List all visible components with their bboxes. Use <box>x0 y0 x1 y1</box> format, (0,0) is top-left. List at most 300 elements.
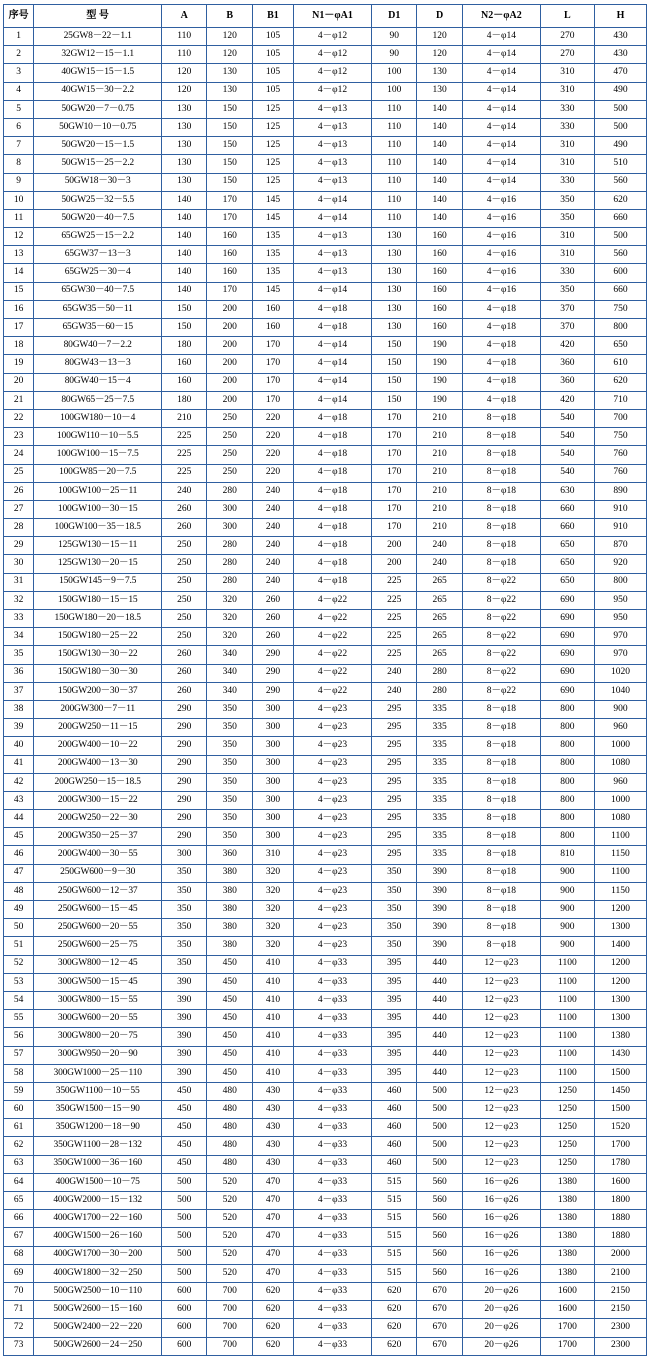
value-cell: 225 <box>371 610 416 628</box>
value-cell: 750 <box>594 300 646 318</box>
value-cell: 12－φ23 <box>462 991 540 1009</box>
value-cell: 4－φ16 <box>462 228 540 246</box>
table-row <box>4 282 647 300</box>
value-cell: 460 <box>371 1082 416 1100</box>
value-cell: 125 <box>252 155 293 173</box>
value-cell: 700 <box>207 1282 252 1300</box>
value-cell: 1800 <box>594 1192 646 1210</box>
value-cell: 2300 <box>594 1337 646 1355</box>
value-cell: 390 <box>417 882 462 900</box>
value-cell: 135 <box>252 264 293 282</box>
table-row <box>4 1301 647 1319</box>
value-cell: 16－φ26 <box>462 1264 540 1282</box>
model-cell: 100GW100－35－18.5 <box>34 519 162 537</box>
table-row <box>4 664 647 682</box>
row-index: 29 <box>4 537 34 555</box>
value-cell: 150 <box>371 373 416 391</box>
value-cell: 515 <box>371 1228 416 1246</box>
row-index: 71 <box>4 1301 34 1319</box>
value-cell: 500 <box>162 1246 207 1264</box>
value-cell: 950 <box>594 610 646 628</box>
row-index: 39 <box>4 719 34 737</box>
model-cell: 40GW15－30－2.2 <box>34 82 162 100</box>
value-cell: 8－φ18 <box>462 755 540 773</box>
value-cell: 4－φ33 <box>294 1192 372 1210</box>
value-cell: 1600 <box>540 1301 594 1319</box>
value-cell: 265 <box>417 591 462 609</box>
value-cell: 420 <box>540 337 594 355</box>
value-cell: 1100 <box>540 1064 594 1082</box>
value-cell: 350 <box>371 901 416 919</box>
value-cell: 4－φ33 <box>294 1101 372 1119</box>
row-index: 18 <box>4 337 34 355</box>
value-cell: 135 <box>252 228 293 246</box>
model-cell: 500GW2500－10－110 <box>34 1282 162 1300</box>
row-index: 67 <box>4 1228 34 1246</box>
value-cell: 130 <box>207 82 252 100</box>
value-cell: 4－φ12 <box>294 46 372 64</box>
value-cell: 140 <box>162 209 207 227</box>
value-cell: 350 <box>371 882 416 900</box>
value-cell: 350 <box>207 700 252 718</box>
value-cell: 660 <box>540 519 594 537</box>
value-cell: 295 <box>371 700 416 718</box>
value-cell: 210 <box>417 428 462 446</box>
value-cell: 8－φ18 <box>462 555 540 573</box>
value-cell: 120 <box>207 46 252 64</box>
value-cell: 4－φ23 <box>294 882 372 900</box>
value-cell: 370 <box>540 300 594 318</box>
value-cell: 920 <box>594 555 646 573</box>
value-cell: 110 <box>162 28 207 46</box>
value-cell: 4－φ18 <box>294 519 372 537</box>
value-cell: 460 <box>371 1155 416 1173</box>
value-cell: 140 <box>417 100 462 118</box>
value-cell: 800 <box>540 773 594 791</box>
value-cell: 520 <box>207 1228 252 1246</box>
value-cell: 8－φ18 <box>462 901 540 919</box>
row-index: 64 <box>4 1173 34 1191</box>
column-header-8: N2－φA2 <box>462 5 540 28</box>
model-cell: 500GW2600－24－250 <box>34 1337 162 1355</box>
value-cell: 4－φ16 <box>462 282 540 300</box>
pump-specification-table <box>3 4 647 1356</box>
value-cell: 265 <box>417 628 462 646</box>
row-index: 31 <box>4 573 34 591</box>
value-cell: 220 <box>252 464 293 482</box>
value-cell: 710 <box>594 391 646 409</box>
value-cell: 620 <box>371 1319 416 1337</box>
value-cell: 4－φ33 <box>294 1337 372 1355</box>
row-index: 54 <box>4 991 34 1009</box>
value-cell: 4－φ13 <box>294 228 372 246</box>
table-row <box>4 500 647 518</box>
value-cell: 140 <box>417 155 462 173</box>
row-index: 28 <box>4 519 34 537</box>
row-index: 11 <box>4 209 34 227</box>
value-cell: 250 <box>162 555 207 573</box>
value-cell: 810 <box>540 846 594 864</box>
model-cell: 500GW2600－15－160 <box>34 1301 162 1319</box>
value-cell: 500 <box>417 1155 462 1173</box>
value-cell: 295 <box>371 791 416 809</box>
value-cell: 430 <box>252 1119 293 1137</box>
value-cell: 16－φ26 <box>462 1173 540 1191</box>
value-cell: 225 <box>371 628 416 646</box>
table-row <box>4 300 647 318</box>
model-cell: 350GW1100－10－55 <box>34 1082 162 1100</box>
value-cell: 410 <box>252 991 293 1009</box>
value-cell: 560 <box>417 1246 462 1264</box>
row-index: 14 <box>4 264 34 282</box>
model-cell: 150GW180－15－15 <box>34 591 162 609</box>
value-cell: 4－φ18 <box>294 319 372 337</box>
value-cell: 430 <box>252 1137 293 1155</box>
table-row <box>4 1282 647 1300</box>
value-cell: 4－φ18 <box>294 500 372 518</box>
value-cell: 620 <box>371 1337 416 1355</box>
value-cell: 690 <box>540 591 594 609</box>
row-index: 45 <box>4 828 34 846</box>
column-header-9: L <box>540 5 594 28</box>
value-cell: 200 <box>371 537 416 555</box>
row-index: 48 <box>4 882 34 900</box>
table-row <box>4 537 647 555</box>
value-cell: 910 <box>594 519 646 537</box>
value-cell: 4－φ14 <box>462 137 540 155</box>
value-cell: 210 <box>417 409 462 427</box>
value-cell: 430 <box>594 46 646 64</box>
table-row <box>4 882 647 900</box>
value-cell: 560 <box>417 1192 462 1210</box>
value-cell: 650 <box>594 337 646 355</box>
value-cell: 240 <box>417 537 462 555</box>
value-cell: 620 <box>594 373 646 391</box>
model-cell: 300GW500－15－45 <box>34 973 162 991</box>
table-body <box>4 28 647 1356</box>
value-cell: 4－φ33 <box>294 1010 372 1028</box>
value-cell: 12－φ23 <box>462 1010 540 1028</box>
value-cell: 340 <box>207 664 252 682</box>
value-cell: 260 <box>252 591 293 609</box>
value-cell: 970 <box>594 646 646 664</box>
value-cell: 610 <box>594 355 646 373</box>
table-row <box>4 173 647 191</box>
value-cell: 2000 <box>594 1246 646 1264</box>
value-cell: 700 <box>207 1337 252 1355</box>
value-cell: 900 <box>540 901 594 919</box>
value-cell: 500 <box>162 1173 207 1191</box>
value-cell: 1700 <box>594 1137 646 1155</box>
value-cell: 1100 <box>540 955 594 973</box>
value-cell: 160 <box>162 373 207 391</box>
row-index: 6 <box>4 118 34 136</box>
value-cell: 150 <box>207 155 252 173</box>
value-cell: 150 <box>207 137 252 155</box>
value-cell: 4－φ14 <box>462 64 540 82</box>
value-cell: 4－φ18 <box>462 300 540 318</box>
value-cell: 350 <box>207 719 252 737</box>
value-cell: 8－φ18 <box>462 500 540 518</box>
value-cell: 295 <box>371 755 416 773</box>
row-index: 23 <box>4 428 34 446</box>
table-row <box>4 155 647 173</box>
value-cell: 12－φ23 <box>462 1046 540 1064</box>
value-cell: 310 <box>540 137 594 155</box>
value-cell: 370 <box>540 319 594 337</box>
value-cell: 650 <box>540 573 594 591</box>
value-cell: 240 <box>252 573 293 591</box>
value-cell: 620 <box>252 1282 293 1300</box>
value-cell: 350 <box>162 864 207 882</box>
value-cell: 350 <box>207 737 252 755</box>
value-cell: 4－φ33 <box>294 1119 372 1137</box>
value-cell: 4－φ33 <box>294 1282 372 1300</box>
value-cell: 410 <box>252 1046 293 1064</box>
value-cell: 540 <box>540 428 594 446</box>
value-cell: 4－φ14 <box>462 118 540 136</box>
value-cell: 700 <box>207 1319 252 1337</box>
model-cell: 100GW100－25－11 <box>34 482 162 500</box>
value-cell: 4－φ13 <box>294 100 372 118</box>
value-cell: 220 <box>252 409 293 427</box>
value-cell: 170 <box>207 282 252 300</box>
value-cell: 160 <box>207 228 252 246</box>
value-cell: 350 <box>371 864 416 882</box>
value-cell: 450 <box>207 1028 252 1046</box>
value-cell: 1300 <box>594 1010 646 1028</box>
value-cell: 4－φ23 <box>294 901 372 919</box>
table-row <box>4 1028 647 1046</box>
value-cell: 350 <box>371 937 416 955</box>
value-cell: 300 <box>252 755 293 773</box>
value-cell: 145 <box>252 191 293 209</box>
row-index: 57 <box>4 1046 34 1064</box>
value-cell: 4－φ33 <box>294 955 372 973</box>
value-cell: 250 <box>207 464 252 482</box>
value-cell: 310 <box>540 228 594 246</box>
value-cell: 150 <box>371 337 416 355</box>
value-cell: 660 <box>594 209 646 227</box>
value-cell: 560 <box>594 173 646 191</box>
table-row <box>4 446 647 464</box>
row-index: 36 <box>4 664 34 682</box>
value-cell: 4－φ22 <box>294 591 372 609</box>
value-cell: 1020 <box>594 664 646 682</box>
value-cell: 160 <box>417 300 462 318</box>
value-cell: 4－φ12 <box>294 28 372 46</box>
value-cell: 295 <box>371 846 416 864</box>
value-cell: 4－φ18 <box>294 446 372 464</box>
value-cell: 310 <box>540 82 594 100</box>
value-cell: 4－φ33 <box>294 1319 372 1337</box>
value-cell: 1250 <box>540 1119 594 1137</box>
value-cell: 1250 <box>540 1082 594 1100</box>
table-row <box>4 28 647 46</box>
table-row <box>4 573 647 591</box>
value-cell: 8－φ18 <box>462 791 540 809</box>
value-cell: 1250 <box>540 1155 594 1173</box>
value-cell: 440 <box>417 1028 462 1046</box>
value-cell: 620 <box>371 1301 416 1319</box>
value-cell: 290 <box>162 810 207 828</box>
value-cell: 1380 <box>540 1228 594 1246</box>
value-cell: 350 <box>540 282 594 300</box>
value-cell: 620 <box>594 191 646 209</box>
value-cell: 240 <box>252 555 293 573</box>
value-cell: 180 <box>162 391 207 409</box>
model-cell: 250GW600－20－55 <box>34 919 162 937</box>
model-cell: 100GW100－15－7.5 <box>34 446 162 464</box>
value-cell: 515 <box>371 1210 416 1228</box>
value-cell: 8－φ18 <box>462 464 540 482</box>
value-cell: 4－φ14 <box>294 209 372 227</box>
value-cell: 1380 <box>594 1028 646 1046</box>
value-cell: 395 <box>371 991 416 1009</box>
table-row <box>4 64 647 82</box>
value-cell: 130 <box>371 319 416 337</box>
value-cell: 4－φ14 <box>294 373 372 391</box>
value-cell: 700 <box>594 409 646 427</box>
row-index: 52 <box>4 955 34 973</box>
value-cell: 800 <box>540 737 594 755</box>
value-cell: 380 <box>207 901 252 919</box>
value-cell: 430 <box>594 28 646 46</box>
value-cell: 140 <box>417 118 462 136</box>
value-cell: 750 <box>594 428 646 446</box>
model-cell: 250GW600－15－45 <box>34 901 162 919</box>
value-cell: 170 <box>252 355 293 373</box>
value-cell: 225 <box>162 428 207 446</box>
value-cell: 520 <box>207 1264 252 1282</box>
value-cell: 320 <box>252 864 293 882</box>
value-cell: 395 <box>371 955 416 973</box>
value-cell: 620 <box>371 1282 416 1300</box>
table-row <box>4 1046 647 1064</box>
model-cell: 50GW20－7－0.75 <box>34 100 162 118</box>
value-cell: 560 <box>417 1210 462 1228</box>
value-cell: 890 <box>594 482 646 500</box>
value-cell: 4－φ12 <box>294 82 372 100</box>
model-cell: 32GW12－15－1.1 <box>34 46 162 64</box>
value-cell: 520 <box>207 1173 252 1191</box>
value-cell: 340 <box>207 682 252 700</box>
column-header-6: D1 <box>371 5 416 28</box>
value-cell: 20－φ26 <box>462 1337 540 1355</box>
row-index: 10 <box>4 191 34 209</box>
value-cell: 8－φ18 <box>462 864 540 882</box>
value-cell: 130 <box>371 246 416 264</box>
row-index: 32 <box>4 591 34 609</box>
value-cell: 800 <box>594 319 646 337</box>
value-cell: 440 <box>417 991 462 1009</box>
value-cell: 335 <box>417 810 462 828</box>
value-cell: 900 <box>594 700 646 718</box>
value-cell: 4－φ33 <box>294 1082 372 1100</box>
value-cell: 660 <box>540 500 594 518</box>
model-cell: 250GW600－12－37 <box>34 882 162 900</box>
value-cell: 20－φ26 <box>462 1319 540 1337</box>
value-cell: 290 <box>162 700 207 718</box>
value-cell: 8－φ18 <box>462 482 540 500</box>
value-cell: 4－φ13 <box>294 137 372 155</box>
value-cell: 450 <box>162 1082 207 1100</box>
row-index: 13 <box>4 246 34 264</box>
value-cell: 320 <box>207 628 252 646</box>
value-cell: 120 <box>207 28 252 46</box>
row-index: 43 <box>4 791 34 809</box>
table-row <box>4 955 647 973</box>
value-cell: 310 <box>540 246 594 264</box>
value-cell: 160 <box>207 246 252 264</box>
value-cell: 970 <box>594 628 646 646</box>
value-cell: 350 <box>207 828 252 846</box>
value-cell: 500 <box>417 1119 462 1137</box>
value-cell: 250 <box>162 573 207 591</box>
value-cell: 1100 <box>540 1046 594 1064</box>
row-index: 4 <box>4 82 34 100</box>
value-cell: 140 <box>417 191 462 209</box>
value-cell: 450 <box>162 1119 207 1137</box>
model-cell: 25GW8－22－1.1 <box>34 28 162 46</box>
value-cell: 160 <box>417 228 462 246</box>
table-row <box>4 82 647 100</box>
value-cell: 260 <box>162 682 207 700</box>
model-cell: 200GW250－22－30 <box>34 810 162 828</box>
value-cell: 690 <box>540 682 594 700</box>
value-cell: 125 <box>252 100 293 118</box>
value-cell: 90 <box>371 46 416 64</box>
model-cell: 300GW800－20－75 <box>34 1028 162 1046</box>
value-cell: 4－φ13 <box>294 118 372 136</box>
value-cell: 150 <box>162 300 207 318</box>
value-cell: 4－φ33 <box>294 1046 372 1064</box>
value-cell: 160 <box>162 355 207 373</box>
value-cell: 335 <box>417 828 462 846</box>
value-cell: 1080 <box>594 755 646 773</box>
value-cell: 440 <box>417 973 462 991</box>
value-cell: 600 <box>162 1319 207 1337</box>
value-cell: 4－φ23 <box>294 700 372 718</box>
value-cell: 225 <box>162 446 207 464</box>
value-cell: 270 <box>540 46 594 64</box>
model-cell: 65GW35－50－11 <box>34 300 162 318</box>
table-row <box>4 1337 647 1355</box>
table-row <box>4 191 647 209</box>
value-cell: 480 <box>207 1082 252 1100</box>
value-cell: 4－φ13 <box>294 264 372 282</box>
value-cell: 4－φ23 <box>294 864 372 882</box>
value-cell: 130 <box>417 82 462 100</box>
value-cell: 470 <box>252 1228 293 1246</box>
column-header-7: D <box>417 5 462 28</box>
model-cell: 400GW1500－10－75 <box>34 1173 162 1191</box>
model-cell: 400GW1700－22－160 <box>34 1210 162 1228</box>
value-cell: 130 <box>371 264 416 282</box>
value-cell: 490 <box>594 82 646 100</box>
model-cell: 150GW180－30－30 <box>34 664 162 682</box>
value-cell: 2300 <box>594 1319 646 1337</box>
value-cell: 600 <box>162 1337 207 1355</box>
value-cell: 520 <box>207 1246 252 1264</box>
value-cell: 295 <box>371 828 416 846</box>
model-cell: 80GW40－7－2.2 <box>34 337 162 355</box>
model-cell: 200GW400－30－55 <box>34 846 162 864</box>
table-row <box>4 118 647 136</box>
model-cell: 300GW800－15－55 <box>34 991 162 1009</box>
model-cell: 150GW130－30－22 <box>34 646 162 664</box>
value-cell: 140 <box>162 264 207 282</box>
